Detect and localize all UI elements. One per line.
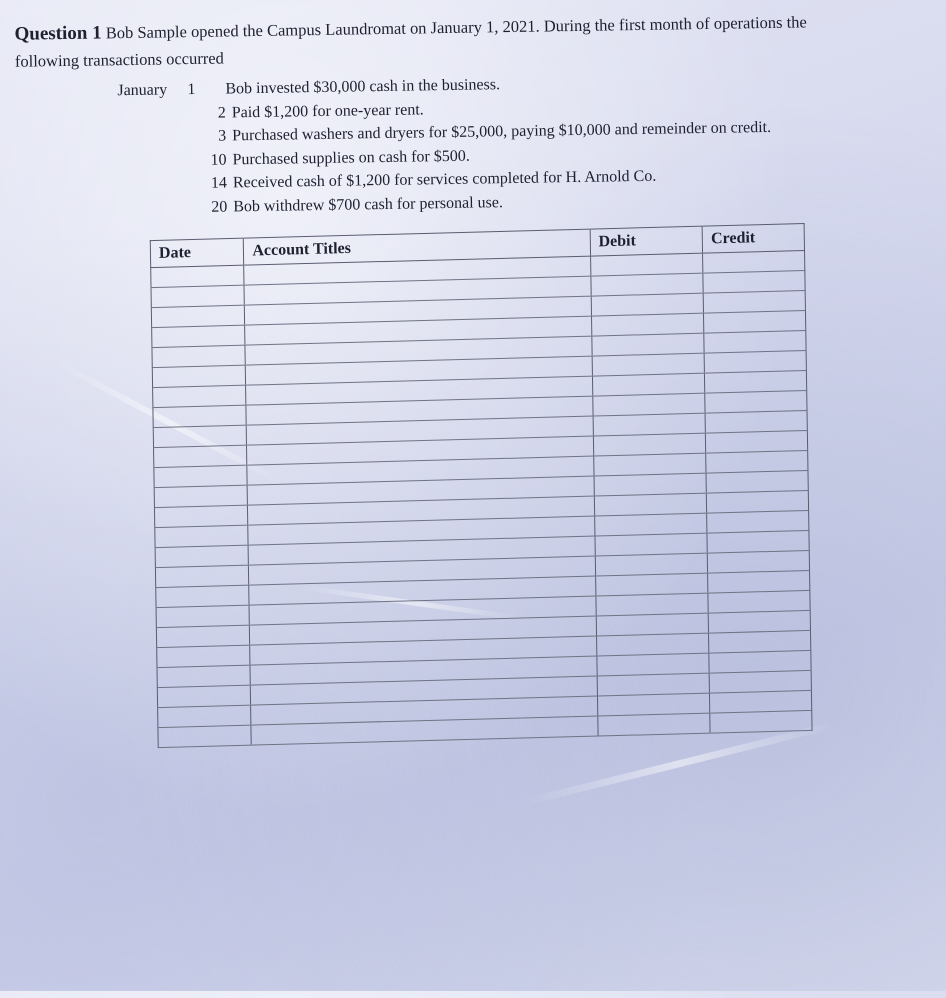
transaction-month: [119, 172, 199, 197]
transaction-list: [117, 69, 772, 220]
credit-cell[interactable]: [710, 690, 812, 713]
credit-cell[interactable]: [707, 490, 809, 513]
credit-column-header: Credit: [702, 223, 804, 253]
question-text: Bob Sample opened the Campus Laundromat on January 1, 2021. During the first month of operations the following transactions occurred: [14, 12, 807, 71]
credit-cell[interactable]: [704, 330, 806, 353]
transaction-day: 10: [210, 150, 227, 169]
transaction-month: [118, 148, 198, 173]
credit-cell[interactable]: [708, 570, 810, 593]
date-cell[interactable]: [154, 485, 248, 507]
date-cell[interactable]: [154, 505, 248, 527]
date-cell[interactable]: [155, 565, 249, 587]
account-titles-column-header: Account Titles: [244, 229, 591, 265]
credit-cell[interactable]: [705, 410, 807, 433]
credit-cell[interactable]: [709, 650, 811, 673]
date-cell[interactable]: [153, 405, 247, 427]
date-cell[interactable]: [154, 465, 248, 487]
general-journal-table: [150, 223, 813, 748]
date-cell[interactable]: [153, 425, 247, 447]
date-column-header: Date: [150, 238, 244, 267]
date-cell[interactable]: [152, 365, 246, 387]
credit-cell[interactable]: [706, 430, 808, 453]
date-cell[interactable]: [154, 445, 248, 467]
transaction-month: [118, 125, 198, 150]
transaction-description: Bob withdrew $700 cash for personal use.: [233, 193, 504, 215]
credit-cell[interactable]: [703, 290, 805, 313]
question-prompt: [14, 8, 855, 75]
credit-cell[interactable]: [703, 250, 805, 273]
date-cell[interactable]: [151, 305, 245, 327]
date-cell[interactable]: [153, 385, 247, 407]
debit-cell[interactable]: [597, 713, 710, 736]
credit-cell[interactable]: [708, 610, 810, 633]
credit-cell[interactable]: [705, 390, 807, 413]
transaction-month: January: [117, 81, 168, 100]
credit-cell[interactable]: [710, 710, 812, 733]
transaction-day: 3: [218, 127, 227, 145]
transaction-day: 2: [217, 103, 226, 122]
credit-cell[interactable]: [707, 530, 809, 553]
date-cell[interactable]: [155, 525, 249, 547]
date-cell[interactable]: [157, 645, 251, 667]
date-cell[interactable]: [151, 285, 245, 307]
credit-cell[interactable]: [704, 350, 806, 373]
date-cell[interactable]: [156, 605, 250, 627]
credit-cell[interactable]: [707, 550, 809, 573]
transaction-month: [119, 195, 199, 220]
transaction-description: Received cash of $1,200 for services completed for H. Arnold Co.: [232, 167, 657, 192]
transaction-description: Purchased supplies on cash for $500.: [232, 147, 470, 168]
date-cell[interactable]: [158, 705, 252, 727]
transaction-month: [118, 101, 198, 126]
date-cell[interactable]: [156, 625, 250, 647]
date-cell[interactable]: [152, 325, 246, 347]
transaction-description: Bob invested $30,000 cash in the business.: [225, 76, 501, 98]
credit-cell[interactable]: [709, 630, 811, 653]
question-number: Question 1: [14, 22, 102, 45]
date-cell[interactable]: [155, 545, 249, 567]
journal-body: [151, 250, 812, 747]
transaction-day: 1: [187, 80, 196, 99]
credit-cell[interactable]: [704, 310, 806, 333]
transaction-description: Purchased washers and dryers for $25,000, paying $10,000 and remeinder on credit.: [232, 118, 772, 145]
credit-cell[interactable]: [709, 670, 811, 693]
transaction-day: 14: [210, 174, 228, 192]
transaction-description: Paid $1,200 for one-year rent.: [231, 100, 424, 121]
date-cell[interactable]: [157, 685, 251, 707]
date-cell[interactable]: [156, 585, 250, 607]
date-cell[interactable]: [157, 665, 251, 687]
debit-column-header: Debit: [590, 226, 703, 256]
credit-cell[interactable]: [707, 510, 809, 533]
date-cell[interactable]: [152, 345, 246, 367]
credit-cell[interactable]: [703, 270, 805, 293]
credit-cell[interactable]: [705, 370, 807, 393]
transaction-day: 20: [211, 197, 228, 216]
credit-cell[interactable]: [706, 470, 808, 493]
date-cell[interactable]: [158, 725, 252, 747]
credit-cell[interactable]: [708, 590, 810, 613]
credit-cell[interactable]: [706, 450, 808, 473]
date-cell[interactable]: [151, 265, 245, 287]
